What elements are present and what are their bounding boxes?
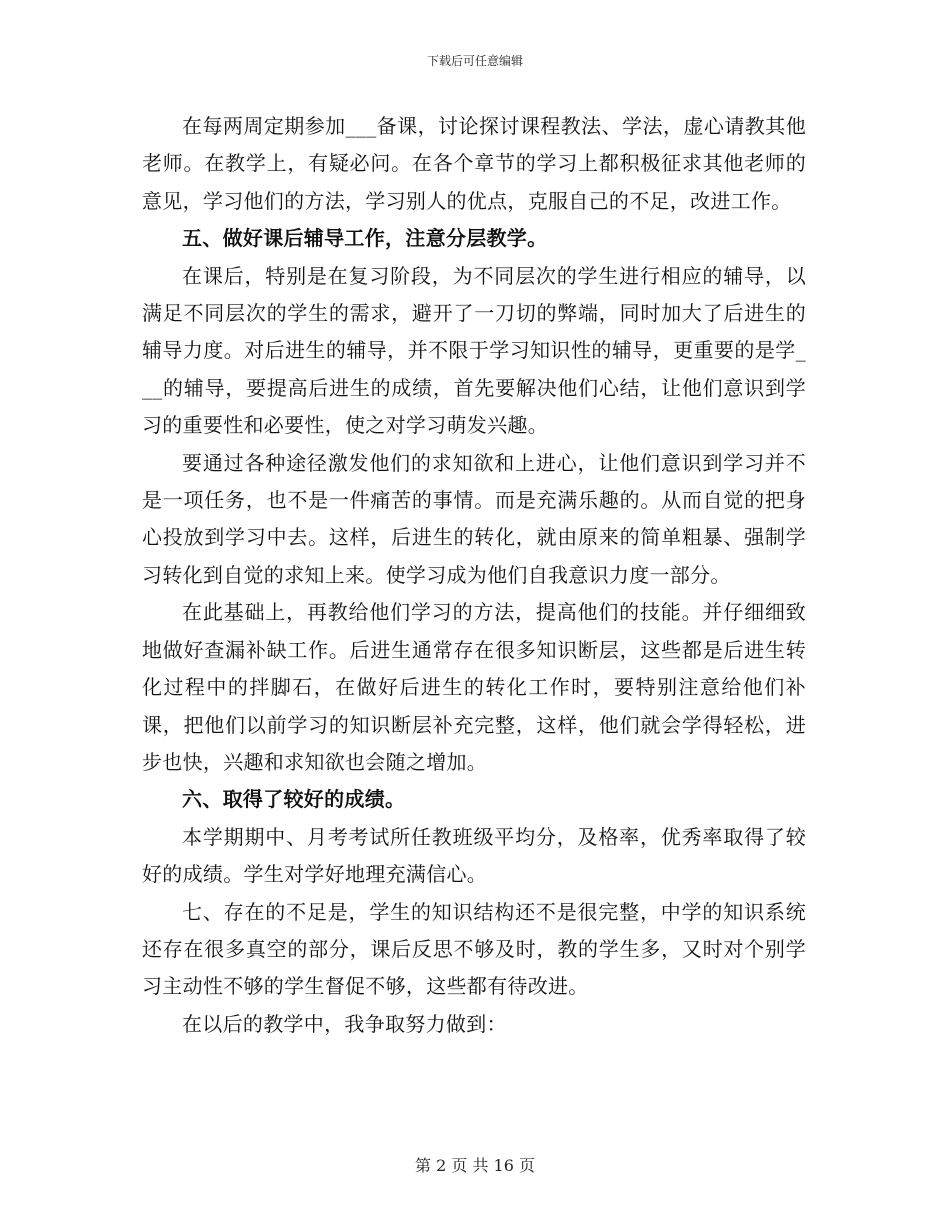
page-header: 下载后可任意编辑 bbox=[426, 54, 523, 68]
paragraph-lesson-prep: 在每两周定期参加___备课，讨论探讨课程教法、学法，虚心请教其他老师。在教学上，有疑必问。在各个章节的学习上都积极征求其他老师的意见，学习他们的方法，学习别人的优点，克服自己的不足，改进工作。 bbox=[142, 114, 806, 213]
paragraph-learning-methods: 在此基础上，再教给他们学习的方法，提高他们的技能。并仔细细致地做好查漏补缺工作。后进生通常存在很多知识断层，这些都是后进生转化过程中的拌脚石，在做好后进生的转化工作时，要特别注意给他们补课，把他们以前学习的知识断层补充完整，这样，他们就会学得轻松，进步也快，兴趣和求知欲也会随之增加。 bbox=[142, 600, 806, 774]
paragraph-results: 本学期期中、月考考试所任教班级平均分，及格率，优秀率取得了较好的成绩。学生对学好地理充满信心。 bbox=[142, 824, 806, 887]
section-heading-results: 六、取得了较好的成绩。 bbox=[182, 787, 406, 812]
paragraph-after-class-tutoring: 在课后，特别是在复习阶段，为不同层次的学生进行相应的辅导，以满足不同层次的学生的需求，避开了一刀切的弊端，同时加大了后进生的辅导力度。对后进生的辅导，并不限于学习知识性的辅导，更重要的是学___的辅导，要提高后进生的成绩，首先要解决他们心结，让他们意识到学习的重要性和必要性，使之对学习萌发兴趣。 bbox=[142, 263, 806, 438]
page-footer: 第 2 页 共 16 页 bbox=[415, 1156, 535, 1175]
document-body bbox=[142, 108, 806, 1043]
paragraph-future-work: 在以后的教学中，我争取努力做到： bbox=[182, 1011, 507, 1036]
paragraph-motivation: 要通过各种途径激发他们的求知欲和上进心，让他们意识到学习并不是一项任务，也不是一件痛苦的事情。而是充满乐趣的。从而自觉的把身心投放到学习中去。这样，后进生的转化，就由原来的简单粗暴、强制学习转化到自觉的求知上来。使学习成为他们自我意识力度一部分。 bbox=[142, 450, 806, 587]
section-heading-tutoring: 五、做好课后辅导工作，注意分层教学。 bbox=[182, 226, 548, 251]
paragraph-shortcomings: 七、存在的不足是，学生的知识结构还不是很完整，中学的知识系统还存在很多真空的部分，课后反思不够及时，教的学生多，又时对个别学习主动性不够的学生督促不够，这些都有待改进。 bbox=[142, 899, 806, 999]
